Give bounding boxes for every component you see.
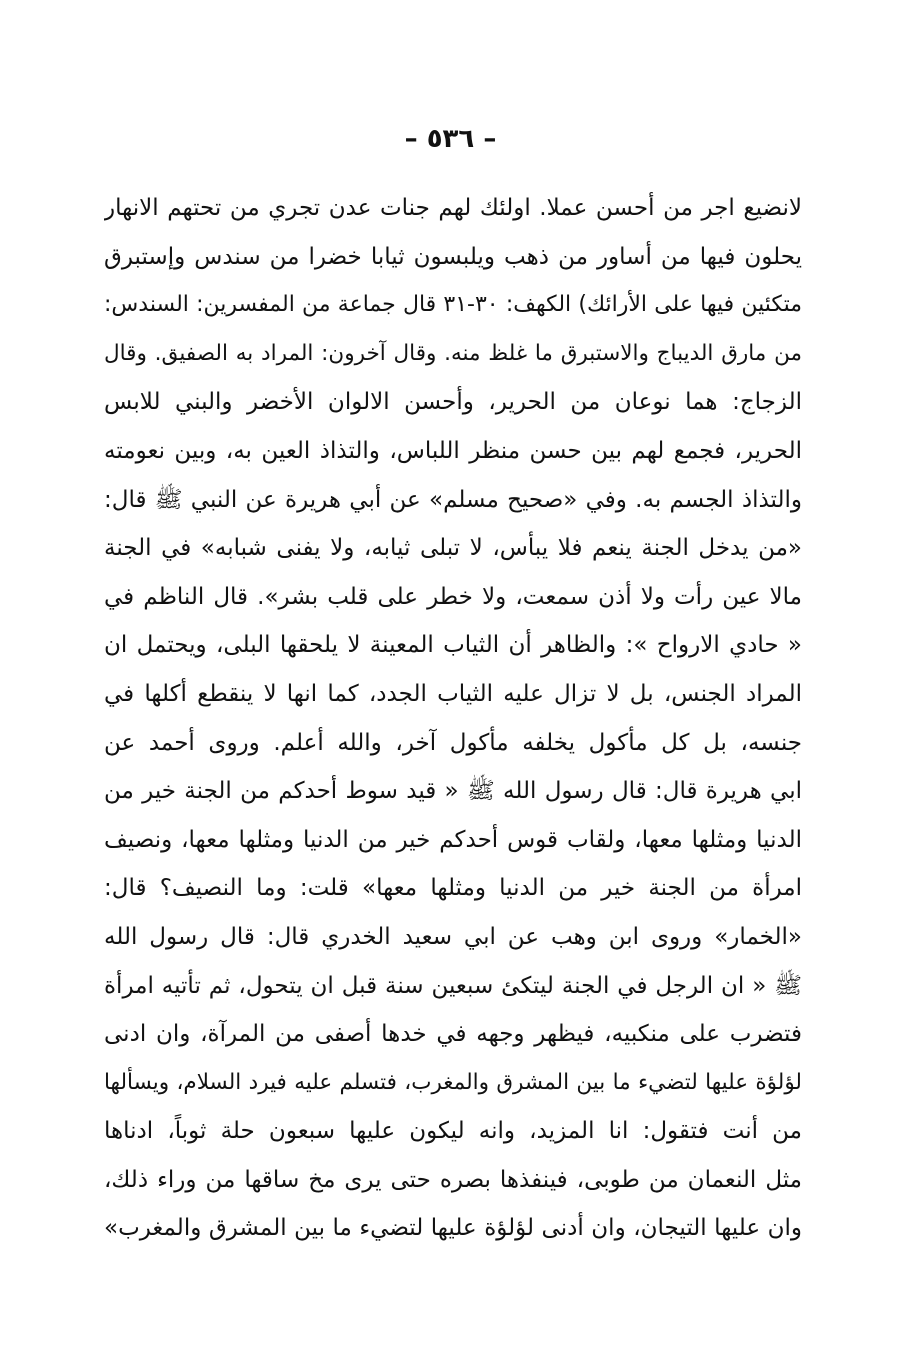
text-line: الدنيا ومثلها معها، ولقاب قوس أحدكم خير من الدنيا ومثلها معها، ونصيف xyxy=(104,826,802,853)
text-line: امرأة من الجنة خير من الدنيا ومثلها معها» قلت: وما النصيف؟ قال: xyxy=(104,875,802,902)
text-line: المراد الجنس، بل لا تزال عليه الثياب الجدد، كما انها لا ينقطع أكلها في xyxy=(104,680,802,707)
page-number: – ٥٣٦ – xyxy=(404,124,497,154)
text-line: لؤلؤة عليها لتضيء ما بين المشرق والمغرب، فتسلم عليه فيرد السلام، ويسألها xyxy=(104,1069,802,1095)
text-line: « حادي الارواح »: والظاهر أن الثياب المعينة لا يلحقها البلى، ويحتمل ان xyxy=(104,632,802,659)
text-line: جنسه، بل كل مأكول يخلفه مأكول آخر، والله أعلم. وروى أحمد عن xyxy=(104,729,802,756)
text-line: ابي هريرة قال: قال رسول الله ﷺ « قيد سوط أحدكم من الجنة خير من xyxy=(104,778,802,805)
text-line: مالا عين رأت ولا أذن سمعت، ولا خطر على قلب بشر». قال الناظم في xyxy=(104,583,802,610)
text-line: «من يدخل الجنة ينعم فلا يبأس، لا تبلى ثيابه، ولا يفنى شبابه» في الجنة xyxy=(104,535,802,562)
text-line: وان عليها التيجان، وان أدنى لؤلؤة عليها لتضيء ما بين المشرق والمغرب» xyxy=(104,1215,802,1242)
text-line: فتضرب على منكبيه، فيظهر وجهه في خدها أصفى من المرآة، وان ادنى xyxy=(104,1021,802,1048)
text-line: مثل النعمان من طوبى، فينفذها بصره حتى يرى مخ ساقها من وراء ذلك، xyxy=(104,1166,802,1193)
text-line: «الخمار» وروى ابن وهب عن ابي سعيد الخدري قال: قال رسول الله xyxy=(104,923,802,950)
text-line: لانضيع اجر من أحسن عملا. اولئك لهم جنات عدن تجري من تحتهم الانهار xyxy=(104,195,802,221)
text-line: من أنت فتقول: انا المزيد، وانه ليكون عليها سبعون حلة ثوباً، ادناها xyxy=(104,1118,802,1145)
body-text xyxy=(104,184,802,1253)
text-line: والتذاذ الجسم به. وفي «صحيح مسلم» عن أبي هريرة عن النبي ﷺ قال: xyxy=(104,486,802,513)
text-line: الزجاج: هما نوعان من الحرير، وأحسن الالوان الأخضر والبني للابس xyxy=(104,389,802,416)
text-line: الحرير، فجمع لهم بين حسن منظر اللباس، والتذاذ العين به، وبين نعومته xyxy=(104,437,802,464)
text-line: يحلون فيها من أساور من ذهب ويلبسون ثيابا خضرا من سندس وإستبرق xyxy=(104,243,802,270)
text-line: ﷺ « ان الرجل في الجنة ليتكئ سبعين سنة قبل ان يتحول، ثم تأتيه امرأة xyxy=(104,972,802,999)
text-line: متكئين فيها على الأرائك) الكهف: ٣٠-٣١ قال جماعة من المفسرين: السندس: xyxy=(104,292,802,318)
text-line: من مارق الديباج والاستبرق ما غلظ منه. وقال آخرون: المراد به الصفيق. وقال xyxy=(104,340,802,366)
